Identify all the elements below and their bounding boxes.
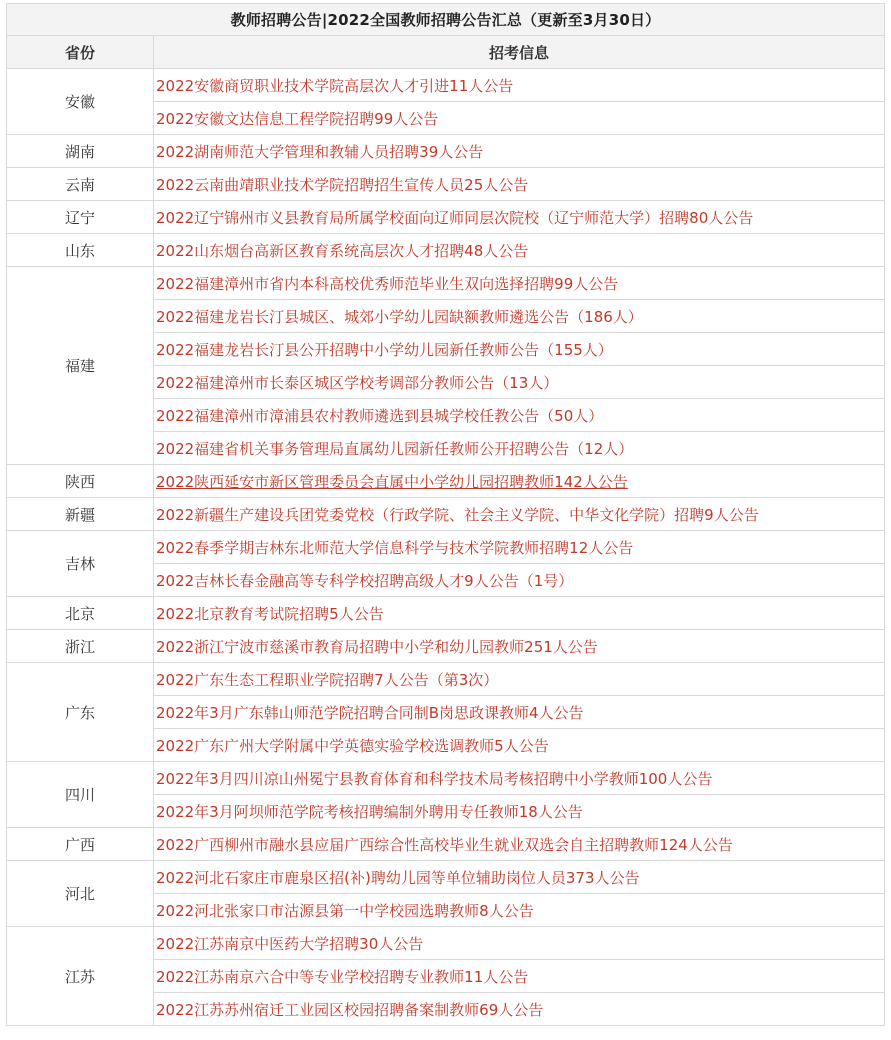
province-cell: 吉林 [7, 531, 154, 597]
notice-link[interactable]: 2022福建漳州市漳浦县农村教师遴选到县城学校任教公告（50人） [156, 406, 604, 425]
info-cell [154, 696, 885, 729]
info-cell [154, 432, 885, 465]
province-cell: 新疆 [7, 498, 154, 531]
table-row [7, 828, 885, 861]
notice-link[interactable]: 2022年3月广东韩山师范学院招聘合同制B岗思政课教师4人公告 [156, 703, 584, 722]
province-cell: 福建 [7, 267, 154, 465]
notice-table [6, 3, 885, 1026]
notice-link[interactable]: 2022春季学期吉林东北师范大学信息科学与技术学院教师招聘12人公告 [156, 538, 634, 557]
notice-link[interactable]: 2022吉林长春金融高等专科学校招聘高级人才9人公告（1号） [156, 571, 574, 590]
table-row [7, 927, 885, 960]
info-cell [154, 366, 885, 399]
notice-link[interactable]: 2022安徽商贸职业技术学院高层次人才引进11人公告 [156, 76, 514, 95]
province-cell: 陕西 [7, 465, 154, 498]
notice-table-container [6, 3, 884, 1026]
notice-link[interactable]: 2022安徽文达信息工程学院招聘99人公告 [156, 109, 439, 128]
info-cell [154, 135, 885, 168]
info-cell [154, 234, 885, 267]
notice-link[interactable]: 2022广东广州大学附属中学英德实验学校选调教师5人公告 [156, 736, 549, 755]
table-row [7, 465, 885, 498]
info-cell [154, 300, 885, 333]
info-cell [154, 201, 885, 234]
table-row [7, 762, 885, 795]
table-row [7, 168, 885, 201]
province-cell: 山东 [7, 234, 154, 267]
table-row [7, 267, 885, 300]
notice-link[interactable]: 2022浙江宁波市慈溪市教育局招聘中小学和幼儿园教师251人公告 [156, 637, 598, 656]
info-cell [154, 927, 885, 960]
notice-link[interactable]: 2022河北石家庄市鹿泉区招(补)聘幼儿园等单位辅助岗位人员373人公告 [156, 868, 640, 887]
notice-link[interactable]: 2022河北张家口市沽源县第一中学校园选聘教师8人公告 [156, 901, 534, 920]
table-row [7, 630, 885, 663]
province-cell: 四川 [7, 762, 154, 828]
notice-link[interactable]: 2022辽宁锦州市义县教育局所属学校面向辽师同层次院校（辽宁师范大学）招聘80人公告 [156, 208, 754, 227]
province-cell: 广东 [7, 663, 154, 762]
notice-link[interactable]: 2022福建龙岩长汀县城区、城郊小学幼儿园缺额教师遴选公告（186人） [156, 307, 643, 326]
info-cell [154, 69, 885, 102]
notice-link[interactable]: 2022北京教育考试院招聘5人公告 [156, 604, 384, 623]
info-cell [154, 762, 885, 795]
notice-link[interactable]: 2022陕西延安市新区管理委员会直属中小学幼儿园招聘教师142人公告 [156, 472, 628, 491]
province-cell: 湖南 [7, 135, 154, 168]
notice-link[interactable]: 2022江苏南京中医药大学招聘30人公告 [156, 934, 424, 953]
table-title: 教师招聘公告|2022全国教师招聘公告汇总（更新至3月30日） [7, 4, 885, 36]
info-cell [154, 663, 885, 696]
table-row [7, 597, 885, 630]
info-cell [154, 168, 885, 201]
notice-link[interactable]: 2022福建省机关事务管理局直属幼儿园新任教师公开招聘公告（12人） [156, 439, 634, 458]
province-column-header: 省份 [7, 36, 154, 69]
info-cell [154, 333, 885, 366]
table-body [7, 69, 885, 1026]
province-cell: 辽宁 [7, 201, 154, 234]
notice-link[interactable]: 2022广东生态工程职业学院招聘7人公告（第3次） [156, 670, 499, 689]
info-cell [154, 102, 885, 135]
info-cell [154, 597, 885, 630]
table-row [7, 531, 885, 564]
info-cell [154, 267, 885, 300]
province-cell: 浙江 [7, 630, 154, 663]
info-cell [154, 828, 885, 861]
province-cell: 安徽 [7, 69, 154, 135]
notice-link[interactable]: 2022江苏苏州宿迁工业园区校园招聘备案制教师69人公告 [156, 1000, 544, 1019]
notice-link[interactable]: 2022山东烟台高新区教育系统高层次人才招聘48人公告 [156, 241, 529, 260]
table-row [7, 234, 885, 267]
notice-link[interactable]: 2022福建漳州市省内本科高校优秀师范毕业生双向选择招聘99人公告 [156, 274, 619, 293]
table-row [7, 201, 885, 234]
notice-link[interactable]: 2022广西柳州市融水县应届广西综合性高校毕业生就业双选会自主招聘教师124人公告 [156, 835, 733, 854]
province-cell: 广西 [7, 828, 154, 861]
table-row [7, 861, 885, 894]
notice-link[interactable]: 2022湖南师范大学管理和教辅人员招聘39人公告 [156, 142, 484, 161]
notice-link[interactable]: 2022福建漳州市长泰区城区学校考调部分教师公告（13人） [156, 373, 559, 392]
notice-link[interactable]: 2022年3月四川凉山州冕宁县教育体育和科学技术局考核招聘中小学教师100人公告 [156, 769, 713, 788]
province-cell: 云南 [7, 168, 154, 201]
info-cell [154, 894, 885, 927]
info-cell [154, 861, 885, 894]
info-cell [154, 498, 885, 531]
info-cell [154, 531, 885, 564]
info-cell [154, 630, 885, 663]
notice-link[interactable]: 2022福建龙岩长汀县公开招聘中小学幼儿园新任教师公告（155人） [156, 340, 613, 359]
info-cell [154, 960, 885, 993]
info-cell [154, 399, 885, 432]
notice-link[interactable]: 2022新疆生产建设兵团党委党校（行政学院、社会主义学院、中华文化学院）招聘9人公告 [156, 505, 759, 524]
info-cell [154, 993, 885, 1026]
table-row [7, 498, 885, 531]
info-column-header: 招考信息 [154, 36, 885, 69]
info-cell [154, 729, 885, 762]
province-cell: 北京 [7, 597, 154, 630]
table-row [7, 69, 885, 102]
notice-link[interactable]: 2022江苏南京六合中等专业学校招聘专业教师11人公告 [156, 967, 529, 986]
table-row [7, 663, 885, 696]
province-cell: 江苏 [7, 927, 154, 1026]
info-cell [154, 564, 885, 597]
table-row [7, 135, 885, 168]
info-cell [154, 465, 885, 498]
info-cell [154, 795, 885, 828]
province-cell: 河北 [7, 861, 154, 927]
notice-link[interactable]: 2022云南曲靖职业技术学院招聘招生宣传人员25人公告 [156, 175, 529, 194]
notice-link[interactable]: 2022年3月阿坝师范学院考核招聘编制外聘用专任教师18人公告 [156, 802, 583, 821]
